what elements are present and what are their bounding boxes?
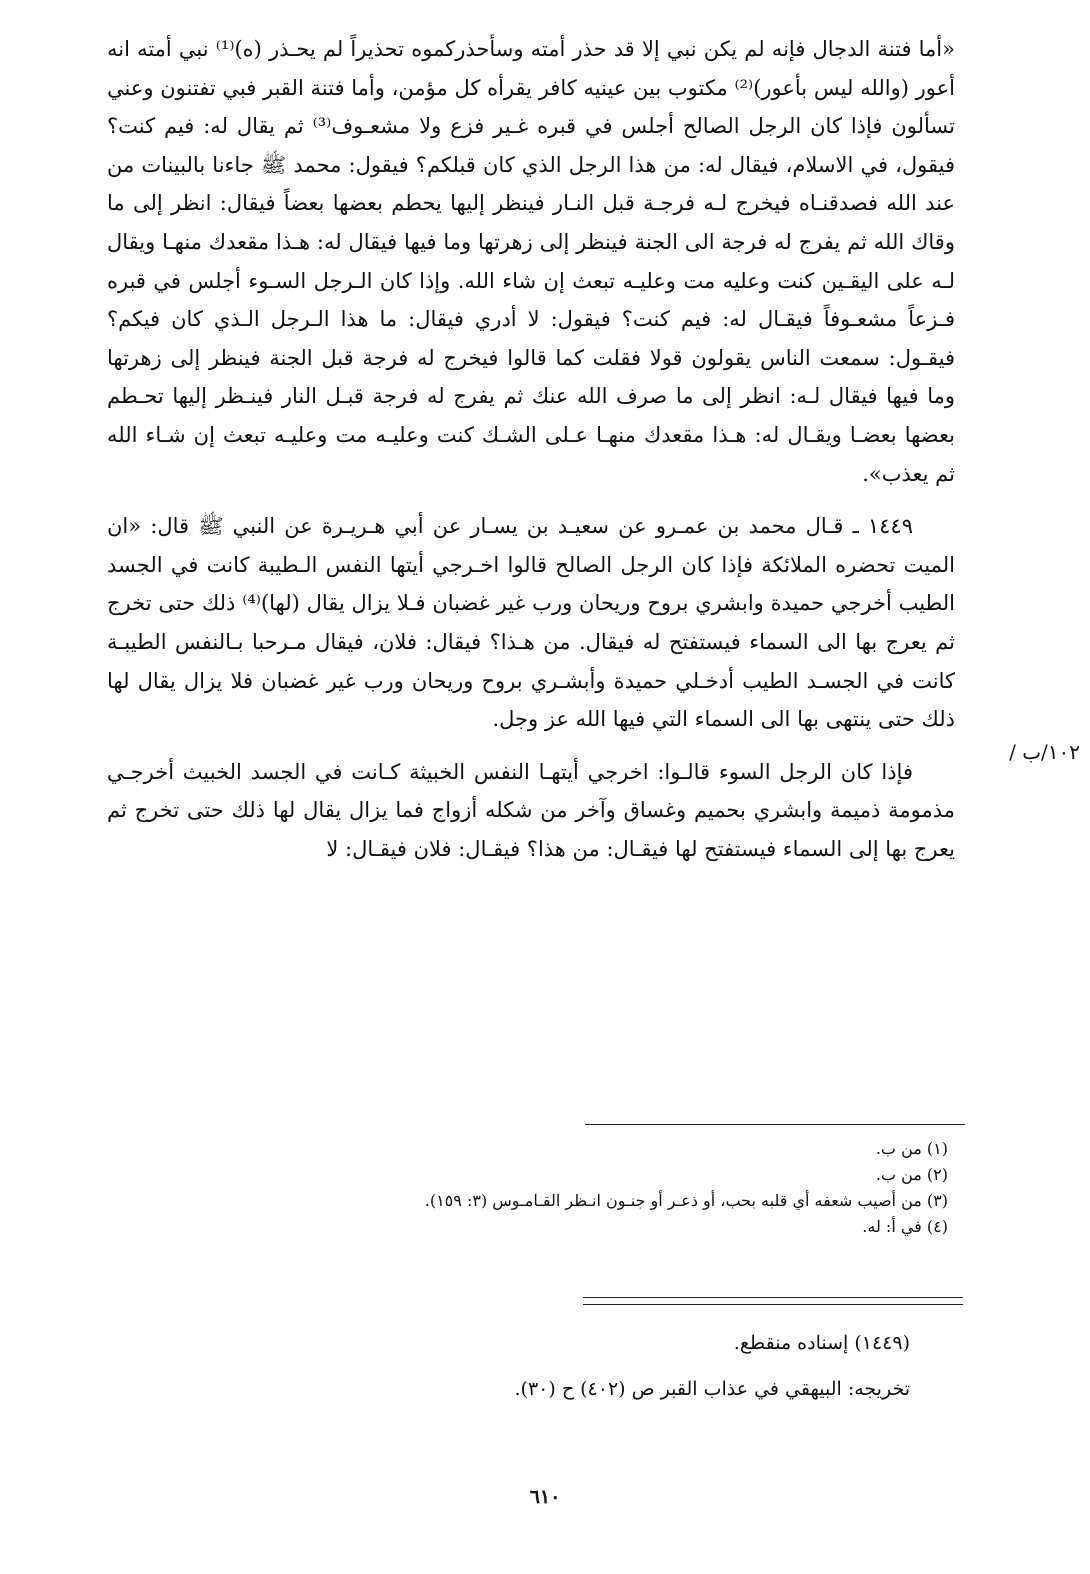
notes-divider-top	[583, 1297, 963, 1298]
footnote-1: (١) من ب.	[875, 1139, 948, 1158]
page-number: ٦١٠	[529, 1486, 561, 1508]
takhrij-note: تخريجه: البيهقي في عذاب القبر ص (٤٠٢) ح (٣٠).	[514, 1378, 910, 1400]
manuscript-folio-marker: ١٠٢/ب /	[1009, 740, 1080, 764]
main-text	[107, 30, 955, 868]
isnad-note: (١٤٤٩) إسناده منقطع.	[733, 1332, 910, 1354]
editor-notes	[210, 1320, 910, 1412]
footnote-3: (٣) من أصيب شعفه أي قلبه بحب، أو ذعـر أو جنـون انـظر القـامـوس (٣: ١٥٩).	[424, 1191, 948, 1210]
paragraph-hadith-1449: ١٤٤٩ ـ قـال محمد بن عمـرو عن سعيـد بن يسـار عن أبي هـريـرة عن النبي ﷺ قال: «ان الميت تحضره الملائكة فإذا كان الرجل الصالح قالوا اخـرجي أيتها النفس الـطيبة كانت في الجسد الطيب أخرجي حميدة وابشري بروح وريحان ورب غير غضبان فـلا يزال يقال (لها)⁽⁴⁾ ذلك حتى تخرج ثم يعرج بها الى السماء فيستفتح له فيقال. من هـذا؟ فيقال: فلان، فيقال مـرحبا بـالنفس الطيبـة كانت في الجسـد الطيب أدخـلي حميدة وأبشـري بروح وريحان ورب غير غضبان فلا يزال يقال لها ذلك حتى ينتهى بها الى السماء التي فيها الله عز وجل.	[107, 514, 955, 732]
footnote-4: (٤) في أ: له.	[862, 1217, 948, 1236]
footnote-2: (٢) من ب.	[875, 1165, 948, 1184]
paragraph-evil-man: فإذا كان الرجل السوء قالـوا: اخرجي أيتهـا النفس الخبيثة كـانت في الجسد الخبيث أخرجـي مذمومة ذميمة وابشري بحميم وغساق وآخر من شكله أزواج فما يزال يقال لها ذلك حتى تخرج ثم يعرج بها إلى السماء فيستفتح لها فيقـال: من هذا؟ فيقـال: فلان فيقـال: لا	[107, 759, 955, 861]
footnotes	[118, 1136, 948, 1240]
footnote-divider	[585, 1124, 965, 1125]
paragraph-hadith-intro: «أما فتنة الدجال فإنه لم يكن نبي إلا قد حذر أمته وسأحذركموه تحذيراً لم يحـذر (ه)⁽¹⁾ نبي أمته انه أعور (والله ليس بأعور)⁽²⁾ مكتوب بين عينيه كافر يقرأه كل مؤمن، وأما فتنة القبر فبي تفتنون وعني تسألون فإذا كان الرجل الصالح أجلس في قبره غـير فزع ولا مشعـوف⁽³⁾ ثم يقال له: فيم كنت؟ فيقول، في الاسلام، فيقال له: من هذا الرجل الذي كان قبلكم؟ فيقول: محمد ﷺ جاءنا بالبينات من عند الله فصدقنـاه فيخرج لـه فرجـة قبل النـار فينظر إليها يحطم بعضها بعضاً فيقال: انظر إلى ما وقاك الله ثم يفرج له فرجة الى الجنة فينظر إلى زهرتها وما فيها فيقال له: هـذا مقعدك منهـا ويقال لـه على اليقـين كنت وعليه مت وعليـه تبعث إن شاء الله. وإذا كان الـرجل السـوء أجلس في قبره فـزعاً مشعـوفاً فيقـال له: فيم كنت؟ فيقول: لا أدري فيقال: ما هذا الـرجل الـذي كان فيكم؟ فيقـول: سمعت الناس يقولون قولا فقلت كما قالوا فيخرج له فرجة قبل الجنة فينظر إلى زهرتها وما فيها فيقال لـه: انظر إلى ما صرف الله عنك ثم يفرج له فرجة قبـل النار فينـظر إليها تحـطم بعضها بعضـا ويقـال له: هـذا مقعدك منهـا عـلى الشـك كنت وعليـه مت وعليـه تبعث إن شـاء الله ثم يعذب».	[107, 37, 955, 486]
notes-divider-bottom	[583, 1304, 963, 1305]
